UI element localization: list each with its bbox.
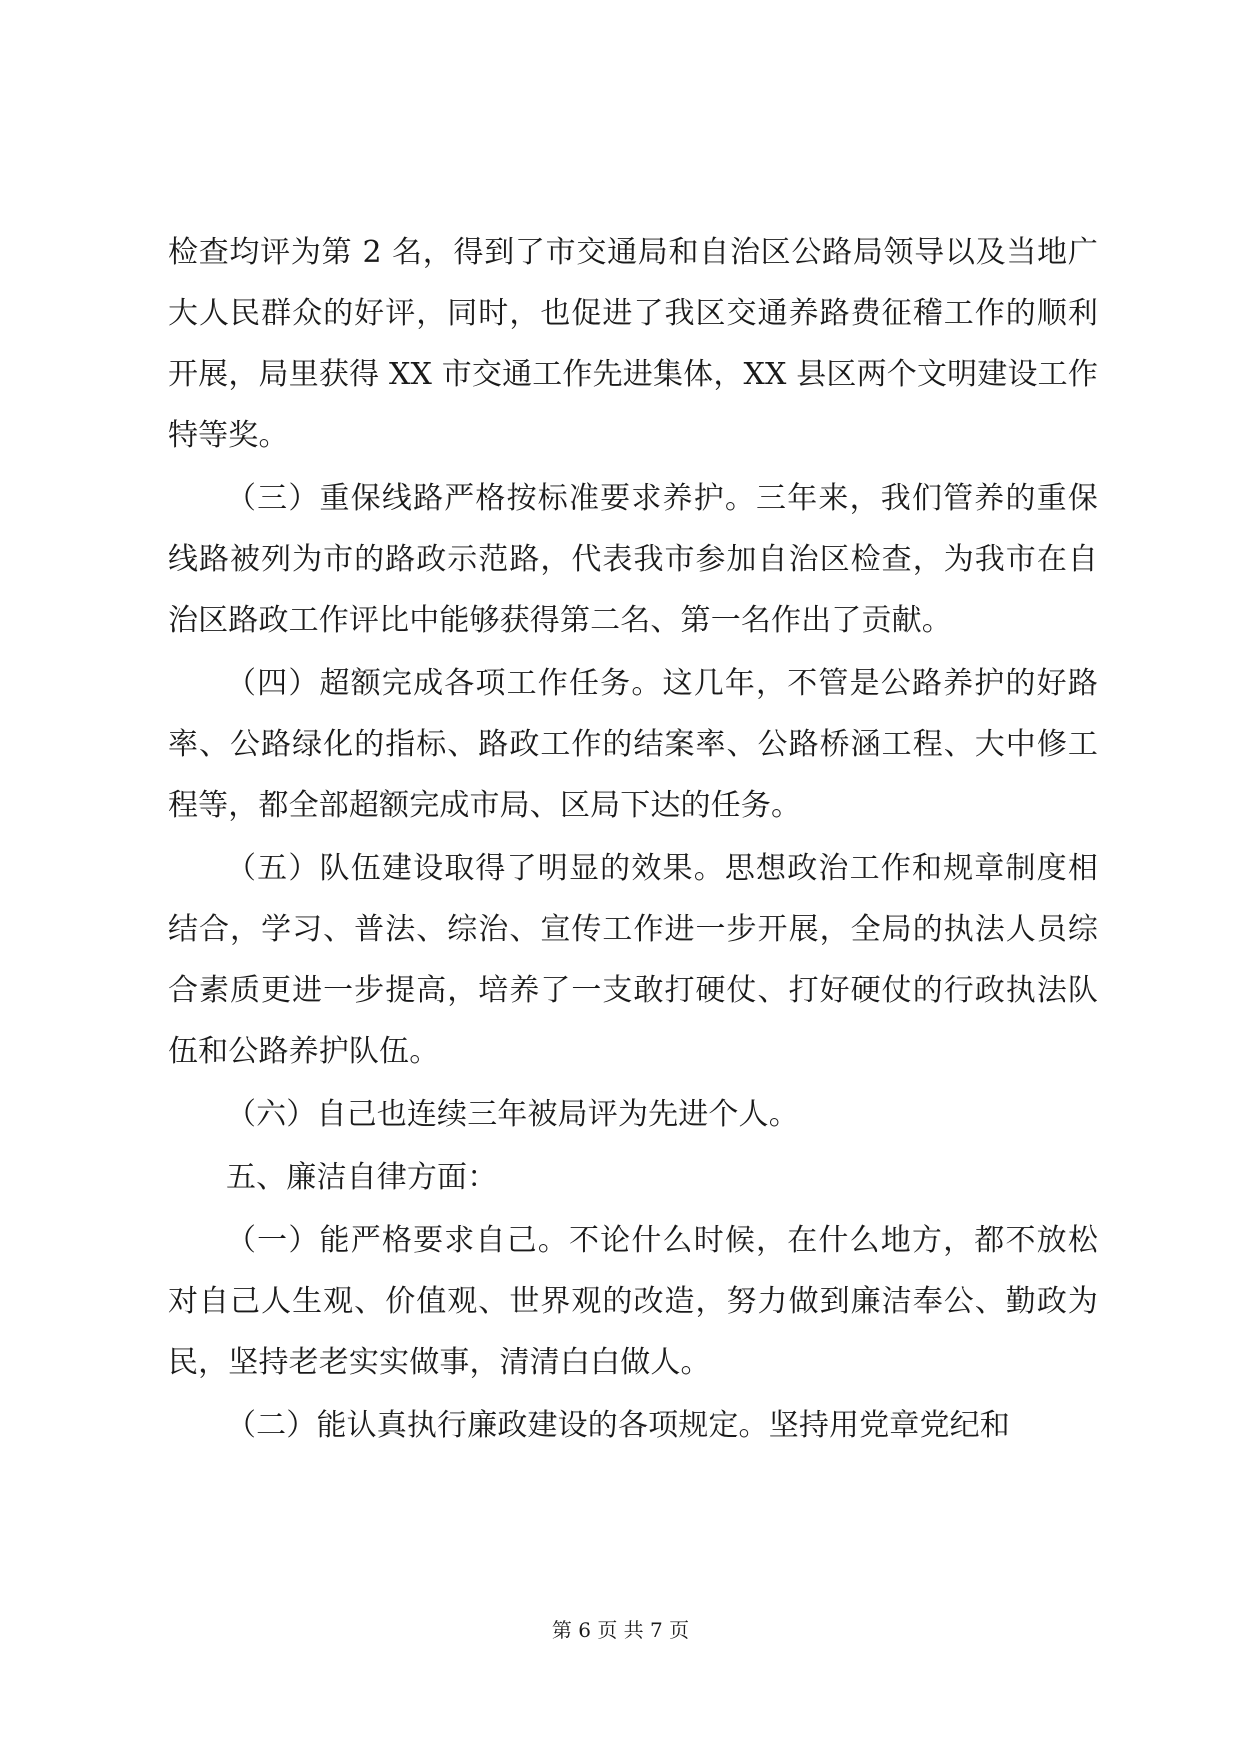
paragraph-2: （三）重保线路严格按标准要求养护。三年来，我们管养的重保线路被列为市的路政示范路，代表我市参加自治区检查，为我市在自治区路政工作评比中能够获得第二名、第一名作出了贡献。 bbox=[168, 481, 1098, 638]
section-heading: 五、廉洁自律方面： bbox=[226, 1160, 498, 1195]
paragraph-8: （二）能认真执行廉政建设的各项规定。坚持用党章党纪和 bbox=[226, 1408, 1010, 1443]
paragraph-7: （一）能严格要求自己。不论什么时候，在什么地方，都不放松对自己人生观、价值观、世界观的改造，努力做到廉洁奉公、勤政为民，坚持老老实实做事，清清白白做人。 bbox=[168, 1223, 1098, 1380]
paragraph-3: （四）超额完成各项工作任务。这几年，不管是公路养护的好路率、公路绿化的指标、路政工作的结案率、公路桥涵工程、大中修工程等，都全部超额完成市局、区局下达的任务。 bbox=[168, 666, 1098, 823]
page-number-footer: 第 6 页 共 7 页 bbox=[551, 1618, 690, 1642]
document-body bbox=[168, 222, 1098, 1458]
paragraph-1: 检查均评为第 2 名，得到了市交通局和自治区公路局领导以及当地广大人民群众的好评，同时，也促进了我区交通养路费征稽工作的顺利开展，局里获得 XX 市交通工作先进集体，XX 县区两个文明建设工作特等奖。 bbox=[168, 235, 1098, 453]
paragraph-4: （五）队伍建设取得了明显的效果。思想政治工作和规章制度相结合，学习、普法、综治、宣传工作进一步开展，全局的执法人员综合素质更进一步提高，培养了一支敢打硬仗、打好硬仗的行政执法队伍和公路养护队伍。 bbox=[168, 851, 1098, 1069]
paragraph-5: （六）自己也连续三年被局评为先进个人。 bbox=[226, 1097, 799, 1132]
